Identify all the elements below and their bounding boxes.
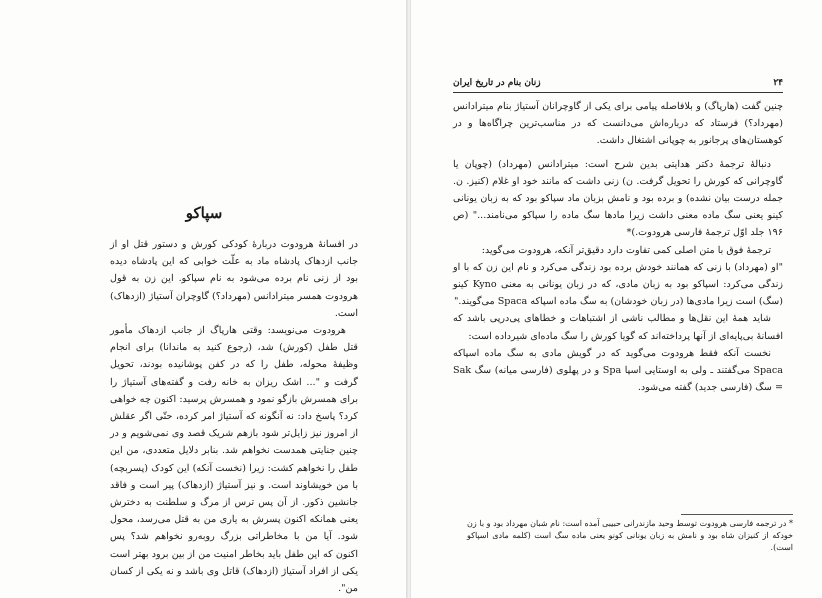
right-paragraph-4: "او (مهرداد) با زنی که همانند خودش برده بود زندگی می‌کرد و نام این زن که با او زندگی می‌کرد: اسپاکو بود به زبان مادی، که در زبان یونانی به معنی Kyno کینو (سگ) است زیرا مادی‌ها (در زبان خودشان) به سگ ماده اسپاکه Spaca می‌گویند." (453, 261, 783, 308)
page-header (453, 78, 783, 93)
right-page (410, 0, 822, 598)
page-number: ۲۴ (773, 78, 783, 88)
left-page (0, 0, 409, 598)
left-paragraph-1: در افسانهٔ هرودوت دربارهٔ کودکی کورش و دستور قتل او از جانب ازدهاک پادشاه ماد به علّت خوابی که این پادشاه دیده بود از زنی نام برده می‌شود به نام سپاکو. این زن به قول هرودوت همسر میترادانس (مهرداد؟) گاوچران آستیاژ (ازدهاک) است. (110, 239, 358, 319)
right-paragraph-5: شاید همهٔ این نقل‌ها و مطالب ناشی از اشتباهات و خطاهای پی‌درپی باشد که افسانهٔ بی‌پایه‌ای از آنها پرداخته‌اند که گویا کورش را سگ ماده‌ای شیرداده است: (453, 313, 783, 342)
right-paragraph-6: نخست آنکه فقط هرودوت می‌گوید که در گویش مادی به سگ ماده اسپاکه Spaca می‌گفتند ـ ولی به اوستایی اسپا Spa و در پهلوی (فارسی میانه) سگ Sak = سگ (فارسی جدید) گفته می‌شود. (453, 347, 783, 394)
right-paragraph-1: چنین گفت (هارپاگ) و بلافاصله پیامی برای یکی از گاوچرانان آستیاژ بنام میترادانس (مهرداد؟) فرستاد که درباره‌اش می‌دانست که در مناسب‌ترین چراگاه‌ها و در کوهستان‌های پرجانور به چوپانی اشتغال داشت. (453, 101, 783, 147)
right-paragraph-2: دنبالهٔ ترجمهٔ دکتر هدایتی بدین شرح است: میترادانس (مهرداد) (چوپان یا گاوچرانی که کورش را تحویل گرفت. ن) زنی داشت که مانند خود او غلام (کنیز. ن. جمله درست بیان نشده) و برده بود و نامش بزبان ماد سپاکو بود که به زبان یونانی کینو یعنی سگ ماده معنی داشت زیرا مادها سگ ماده را سپاکو می‌نامند..." (ص ۱۹۶ جلد اوّل ترجمهٔ فارسی هرودوت.)* (453, 158, 783, 239)
running-title: زنان بنام در تاریخ ایران (453, 78, 541, 88)
footnote: * در ترجمه فارسی هرودوت توسط وحید مازندرانی حبیبی آمده است: نام شبان مهرداد بود و با زن خودکه از کنیزان شاه بود و نامش به زبان یونانی کونو یعنی ماده سگ است (کلمه مادی اسپاکو است). (467, 519, 793, 552)
left-text-block (110, 236, 358, 597)
left-paragraph-2: هرودوت می‌نویسد: وقتی هارپاگ از جانب ازدهاک مأمور قتل طفل (کورش) شد، (رجوع کنید به ماندانا) برای انجام وظیفهٔ محوله، طفل را که در کفن پوشانیده بودند، تحویل گرفت و "... اشک ریزان به خانه رفت و گفته‌های آستیاژ را برای همسرش بازگو نمود و همسرش پرسید: اکنون چه خواهی کرد؟ پاسخ داد: نه آنگونه که آستیاژ امر کرده، حتّی اگر عقلش از امروز نیز زایل‌تر شود بازهم شریک قصد وی نمی‌شویم و در چنین جنایتی همدست نخواهم شد. بنابر دلایل متعددی، من این طفل را نخواهم کشت: زیرا (نخست آنکه) این کودک (پسربچه) با من خویشاوند است. و نیز آستیاژ (ازدهاک) پیر است و فاقد جانشین ذکور. از آن پس ترس از مرگ و سلطنت به دخترش یعنی همانکه اکنون پسرش به یاری من به قتل می‌رسد، محول شود. آیا من با مخاطراتی بزرگ روبه‌رو نخواهم شد؟ پس اکنون که این طفل باید بخاطر امنیت من از بین برود بهتر است یکی از افراد آستیاژ (ازدهاک) قاتل وی باشد و نه یکی از کسان من". (110, 325, 358, 595)
right-text-block (453, 98, 783, 396)
chapter-title: سپاکو (185, 204, 223, 222)
right-paragraph-3: ترجمهٔ فوق با متن اصلی کمی تفاوت دارد دقیق‌تر آنکه، هرودوت می‌گوید: (481, 244, 771, 256)
footnote-rule (681, 514, 793, 515)
